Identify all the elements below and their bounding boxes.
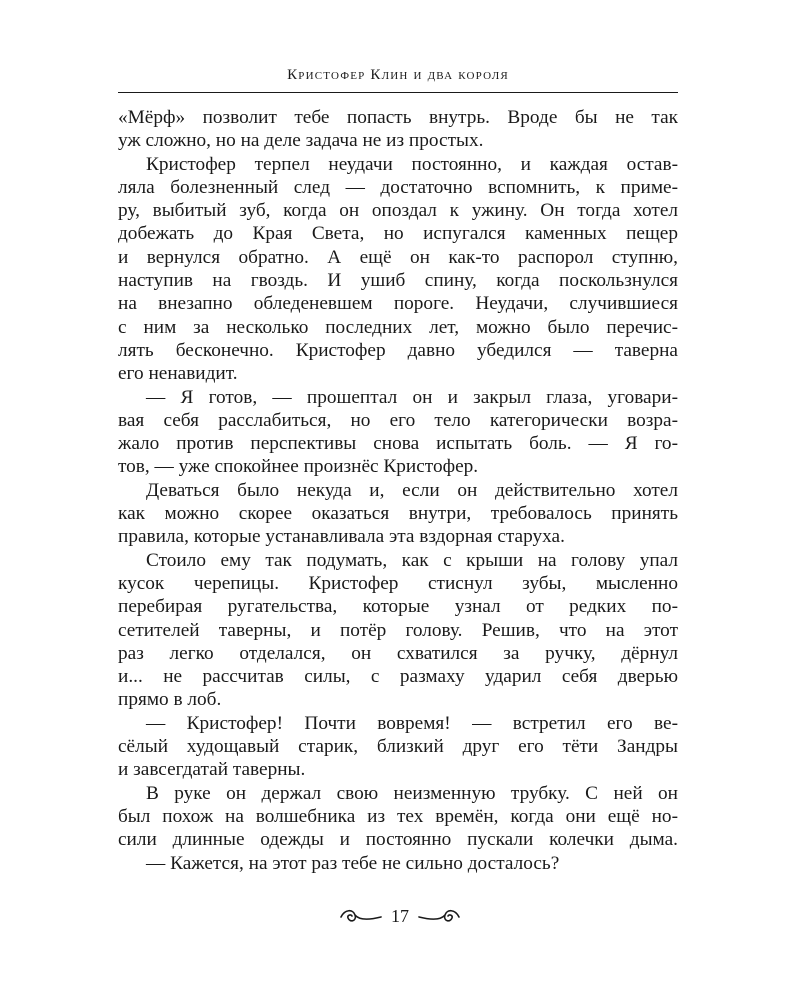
text-line: и завсегдатай таверны. (118, 759, 306, 781)
body-text (118, 106, 678, 875)
text-line: — Кажется, на этот раз тебе не сильно досталось? (146, 852, 560, 874)
text-line: прямо в лоб. (118, 689, 222, 711)
scroll-ornament-right-icon (417, 905, 461, 927)
text-line: — Я готов, — прошептал он и закрыл глаза, уговари- (146, 386, 678, 408)
running-head-title: Кристофер Клин и два короля (287, 67, 509, 83)
page-footer (318, 902, 482, 930)
text-line: добежать до Края Света, но испугался каменных пещер (118, 223, 678, 245)
text-line: жало против перспективы снова испытать боль. — Я го- (118, 433, 678, 455)
text-line: вая себя расслабиться, но его тело категорически возра- (118, 409, 678, 431)
text-line: с ним за несколько последних лет, можно было перечис- (118, 316, 678, 338)
text-line: перебирая ругательства, которые узнал от редких по- (118, 596, 678, 618)
text-line: как можно скорее оказаться внутри, требовалось принять (118, 503, 678, 525)
text-line: наступив на гвоздь. И ушиб спину, когда поскользнулся (118, 270, 678, 292)
text-line: и вернулся обратно. А ещё он как-то распорол ступню, (118, 246, 678, 268)
text-line: и... не рассчитав силы, с размаху ударил себя дверью (118, 666, 678, 688)
text-line: тов, — уже спокойнее произнёс Кристофер. (118, 456, 479, 478)
text-line: раз легко отделался, он схватился за ручку, дёрнул (118, 642, 678, 664)
text-line: Стоило ему так подумать, как с крыши на голову упал (146, 549, 678, 571)
text-line: кусок черепицы. Кристофер стиснул зубы, мысленно (118, 572, 678, 594)
text-line: сетителей таверны, и потёр голову. Решив, что на этот (118, 619, 678, 641)
text-line: уж сложно, но на деле задача не из простых. (118, 130, 484, 152)
text-line: — Кристофер! Почти вовремя! — встретил его ве- (146, 712, 678, 734)
text-line: его ненавидит. (118, 363, 238, 385)
page-number: 17 (391, 906, 409, 926)
text-line: сили длинные одежды и постоянно пускали колечки дыма. (118, 829, 678, 851)
text-line: сёлый худощавый старик, близкий друг его тёти Зандры (118, 736, 678, 758)
header-rule (118, 92, 678, 93)
text-line: «Мёрф» позволит тебе попасть внутрь. Вроде бы не так (118, 107, 678, 128)
text-line: ру, выбитый зуб, когда он опоздал к ужину. Он тогда хотел (118, 200, 678, 222)
text-line: Кристофер терпел неудачи постоянно, и каждая остав- (146, 153, 678, 175)
scroll-ornament-left-icon (339, 905, 383, 927)
text-line: правила, которые устанавливала эта вздорная старуха. (118, 526, 565, 548)
text-line: В руке он держал свою неизменную трубку. С ней он (146, 782, 678, 804)
text-line: ляла болезненный след — достаточно вспомнить, к приме- (118, 176, 678, 198)
text-line: был похож на волшебника из тех времён, когда они ещё но- (118, 805, 678, 827)
text-line: лять бесконечно. Кристофер давно убедился — таверна (118, 339, 678, 361)
text-line: Деваться было некуда и, если он действительно хотел (146, 479, 678, 501)
text-line: на внезапно обледеневшем пороге. Неудачи, случившиеся (118, 293, 678, 315)
